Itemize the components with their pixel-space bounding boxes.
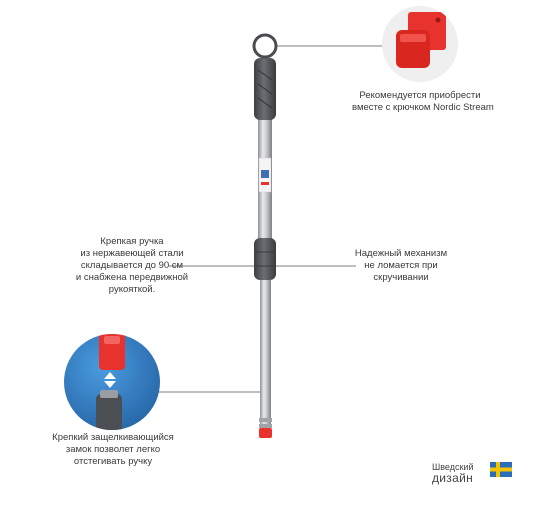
pole-label-stripe [261, 182, 269, 185]
caption-line: скручивании [373, 272, 429, 283]
hook-highlight [400, 34, 426, 42]
caption-line: не ломается при [364, 260, 438, 271]
caption-line: рукояткой. [108, 284, 156, 295]
caption-line: Крепкая ручка [100, 236, 164, 247]
pole-ring [259, 424, 272, 428]
telescopic-pole [254, 35, 276, 438]
caption-line: вместе с крючком Nordic Stream [352, 102, 494, 113]
caption-hook [352, 90, 494, 114]
caption-handle [64, 236, 200, 296]
hook-inset [382, 6, 458, 82]
brand-swedish-design [432, 462, 473, 485]
caption-line: Крепкий защелкивающийся [52, 432, 174, 443]
caption-line: отстегивать ручку [73, 456, 153, 467]
brand-line-1: Шведский [432, 462, 474, 472]
lock-red-highlight [104, 336, 120, 344]
pole-lower-tube [260, 280, 271, 430]
caption-line: и снабжена передвижной [75, 272, 189, 283]
caption-line: складывается до 90 см [80, 260, 184, 271]
pole-label-logo [261, 170, 269, 178]
caption-line: замок позволет легко [65, 444, 161, 455]
caption-lock [48, 432, 178, 468]
caption-line: из нержавеющей стали [80, 248, 184, 259]
lock-plug-tip [100, 390, 118, 398]
hook-screw [436, 18, 441, 23]
pole-ring [259, 418, 272, 422]
hanging-ring [254, 35, 276, 57]
sweden-flag-icon [490, 462, 512, 477]
brand-line-2: дизайн [432, 471, 474, 485]
caption-line: Рекомендуется приобрести [359, 90, 481, 101]
caption-line: Надежный механизм [354, 248, 448, 259]
pole-red-tip [259, 428, 272, 438]
caption-mechanism [346, 248, 456, 284]
sliding-grip [254, 238, 276, 280]
lock-inset [64, 330, 160, 439]
